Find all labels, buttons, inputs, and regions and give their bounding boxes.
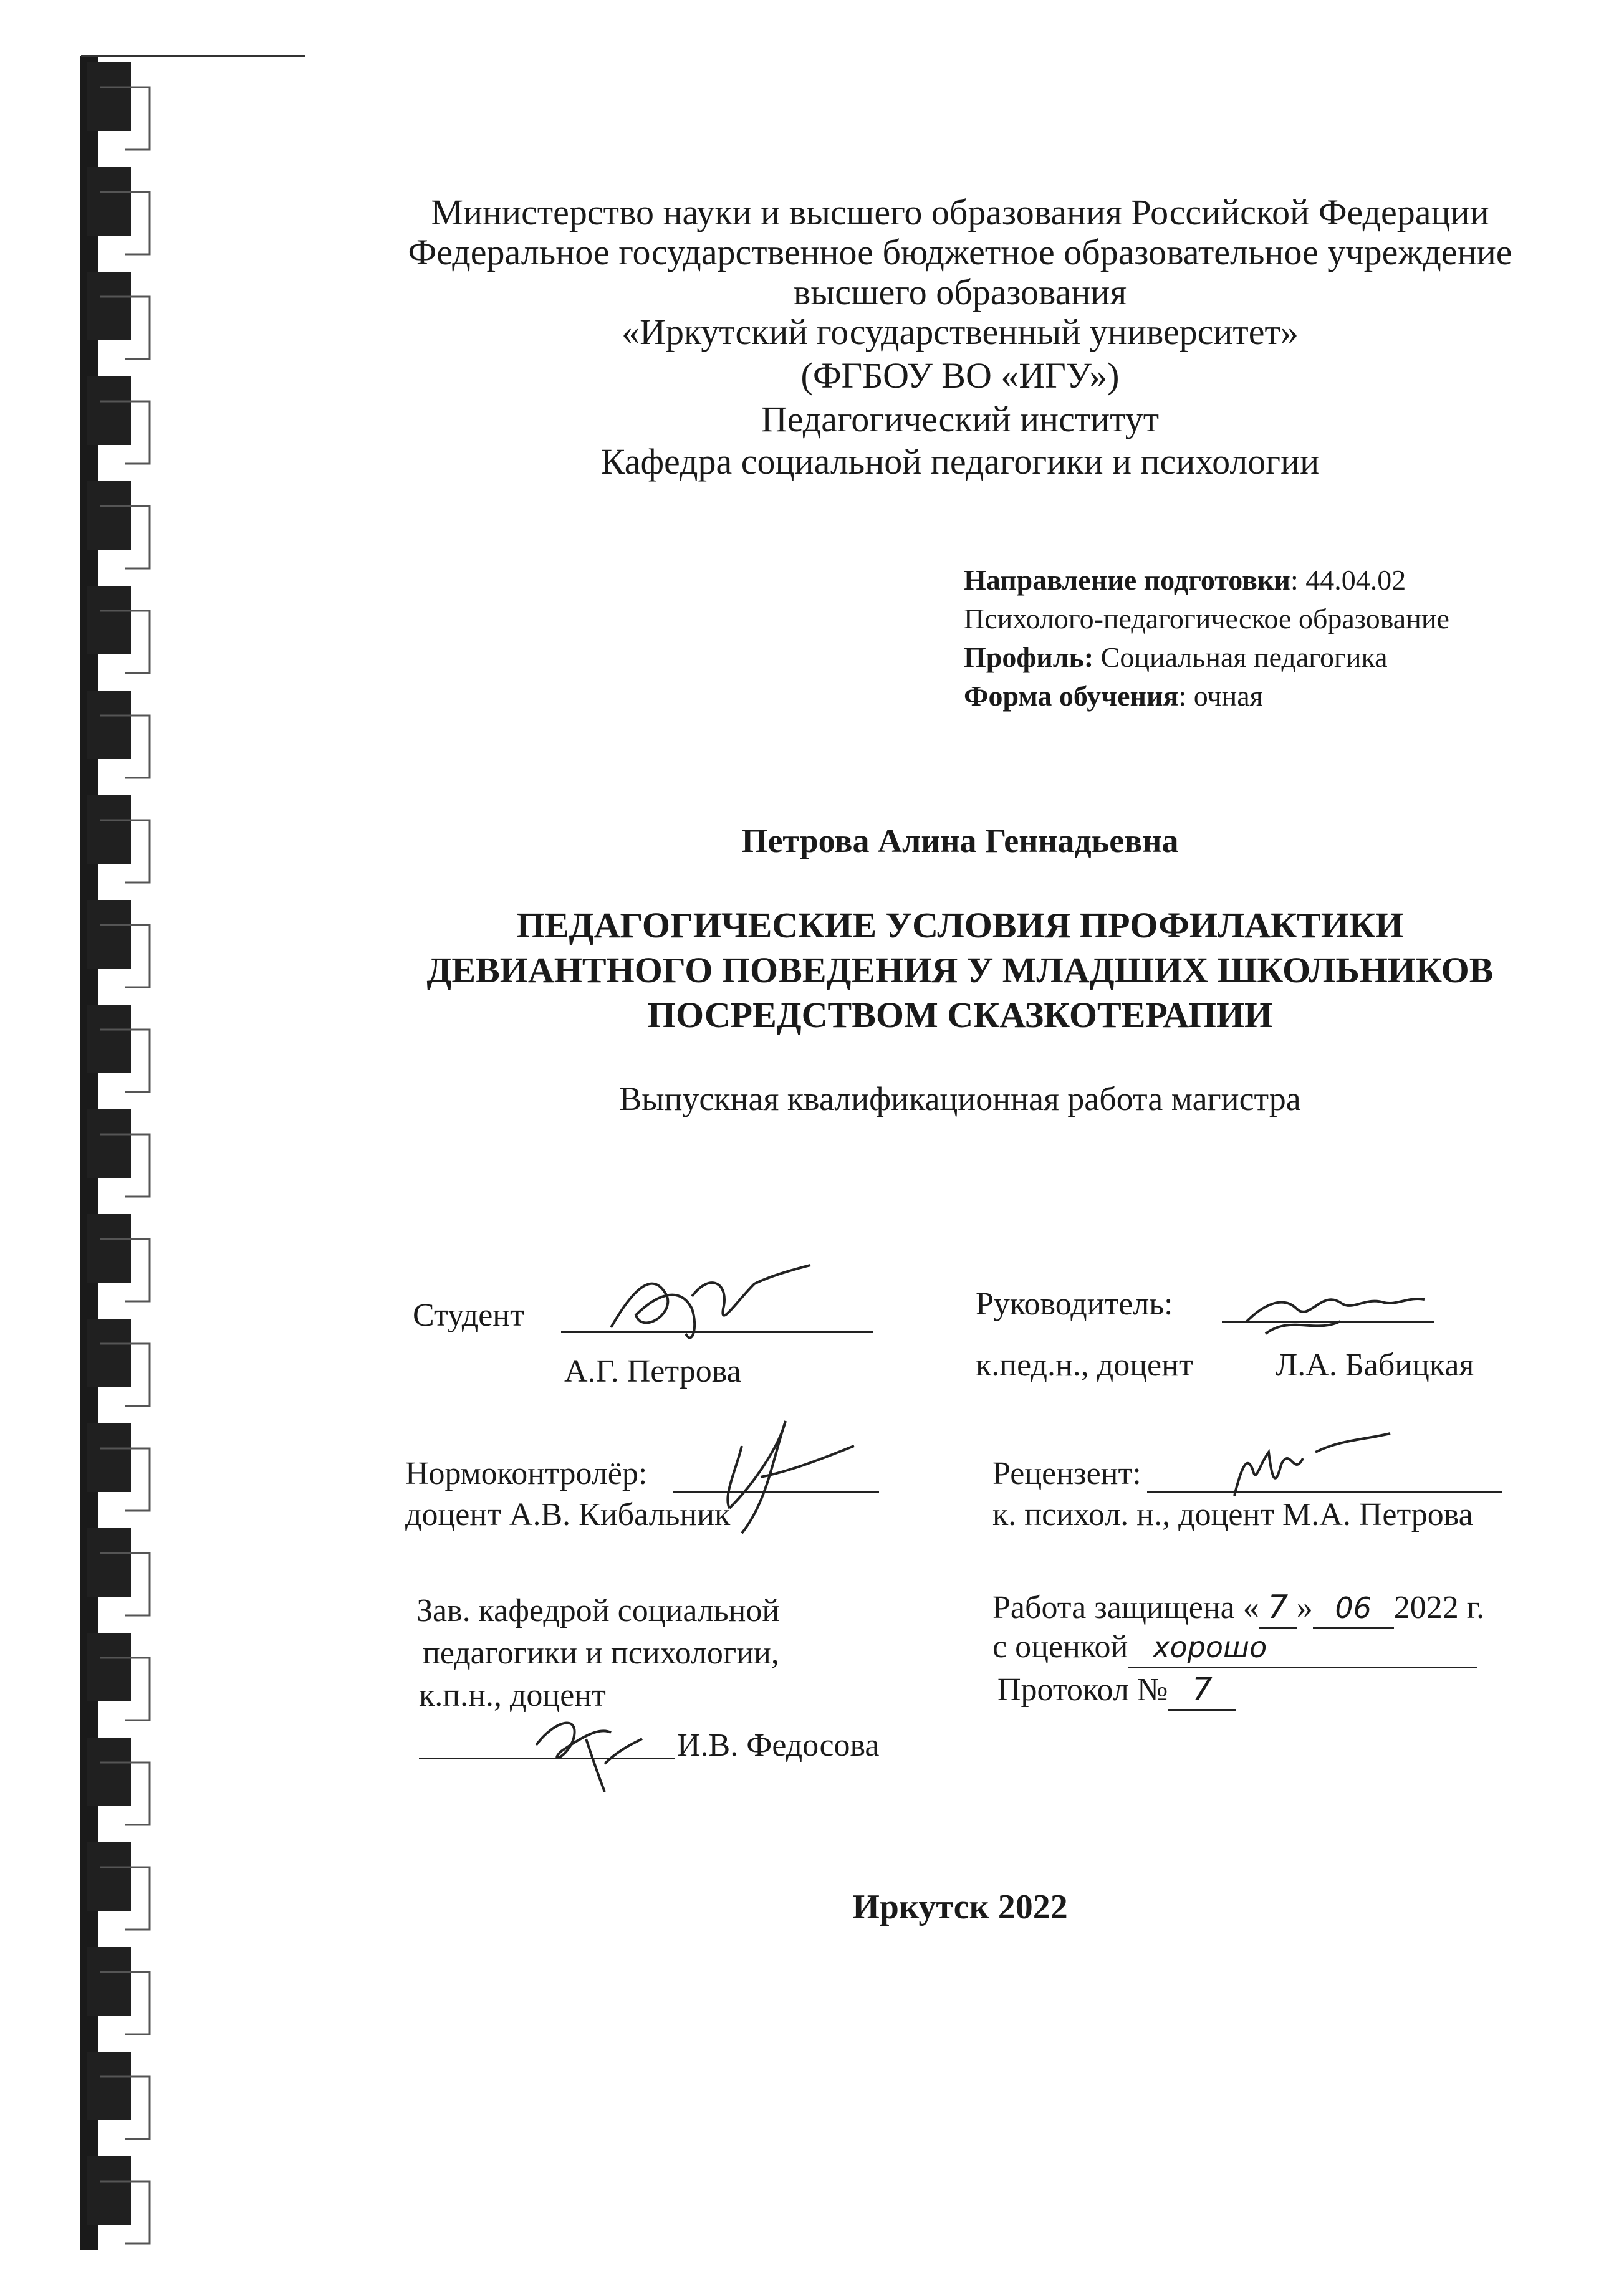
normcontrol-label: Нормоконтролёр:	[405, 1456, 648, 1491]
profile-value: Социальная педагогика	[1093, 641, 1388, 673]
profile-label: Профиль:	[964, 641, 1094, 673]
thesis-title-line-3: ПОСРЕДСТВОМ СКАЗКОТЕРАПИИ	[647, 995, 1273, 1035]
protocol-row	[997, 1670, 1236, 1711]
reviewer-name: к. психол. н., доцент М.А. Петрова	[992, 1497, 1473, 1533]
top-edge-line	[81, 55, 305, 57]
direction-value: : 44.04.02	[1290, 564, 1406, 596]
grade-label: с оценкой	[992, 1629, 1128, 1665]
grade-row	[992, 1628, 1477, 1668]
ministry-line: Министерство науки и высшего образования Российской Федерации	[431, 192, 1489, 232]
profile-row	[964, 638, 1449, 677]
author-name: Петрова Алина Геннадьевна	[741, 822, 1179, 859]
normcontrol-name: доцент А.В. Кибальник	[405, 1497, 731, 1533]
thesis-title-line-1: ПЕДАГОГИЧЕСКИЕ УСЛОВИЯ ПРОФИЛАКТИКИ	[516, 905, 1404, 945]
student-name: А.Г. Петрова	[564, 1354, 741, 1389]
student-signature	[598, 1259, 823, 1352]
supervisor-title: к.пед.н., доцент	[976, 1347, 1193, 1383]
head-title-line-3: к.п.н., доцент	[419, 1678, 606, 1713]
direction-row	[964, 561, 1449, 600]
supervisor-name: Л.А. Бабицкая	[1276, 1347, 1474, 1383]
institution-type-line: Федеральное государственное бюджетное образовательное учреждение	[408, 232, 1512, 272]
protocol-number: 7	[1168, 1670, 1236, 1711]
city-year: Иркутск 2022	[852, 1888, 1068, 1926]
defense-mid: »	[1296, 1590, 1313, 1625]
supervisor-signature	[1241, 1278, 1428, 1346]
head-signature	[524, 1701, 648, 1795]
program-info	[964, 561, 1449, 715]
thesis-title-line-2: ДЕВИАНТНОГО ПОВЕДЕНИЯ У МЛАДШИХ ШКОЛЬНИКОВ	[426, 950, 1494, 990]
reviewer-label: Рецензент:	[992, 1456, 1141, 1491]
protocol-label: Протокол №	[997, 1672, 1168, 1708]
defense-month: 06	[1313, 1589, 1394, 1629]
direction-label: Направление подготовки	[964, 564, 1290, 596]
student-label: Студент	[413, 1298, 524, 1333]
head-title-line-1: Зав. кафедрой социальной	[416, 1593, 780, 1629]
defense-year: 2022 г.	[1393, 1590, 1485, 1625]
form-row	[964, 677, 1449, 715]
form-label: Форма обучения	[964, 680, 1179, 712]
university-name: «Иркутский государственный университет»	[622, 312, 1299, 352]
work-type: Выпускная квалификационная работа магистра	[619, 1080, 1301, 1117]
head-title-line-2: педагогики и психологии,	[423, 1635, 779, 1671]
grade-value: хорошо	[1128, 1628, 1477, 1668]
university-abbr: (ФГБОУ ВО «ИГУ»)	[800, 355, 1120, 396]
supervisor-label: Руководитель:	[976, 1286, 1173, 1322]
education-level-line: высшего образования	[793, 272, 1127, 312]
defense-date-row	[992, 1588, 1484, 1629]
form-value: : очная	[1178, 680, 1263, 712]
defense-prefix: Работа защищена «	[992, 1590, 1259, 1625]
binding-strip	[0, 0, 187, 2296]
department-name: Кафедра социальной педагогики и психологии	[600, 441, 1320, 482]
defense-day: 7	[1259, 1588, 1297, 1629]
direction-name: Психолого-педагогическое образование	[964, 603, 1449, 634]
institute-name: Педагогический институт	[761, 399, 1160, 439]
head-name: И.В. Федосова	[677, 1728, 880, 1763]
